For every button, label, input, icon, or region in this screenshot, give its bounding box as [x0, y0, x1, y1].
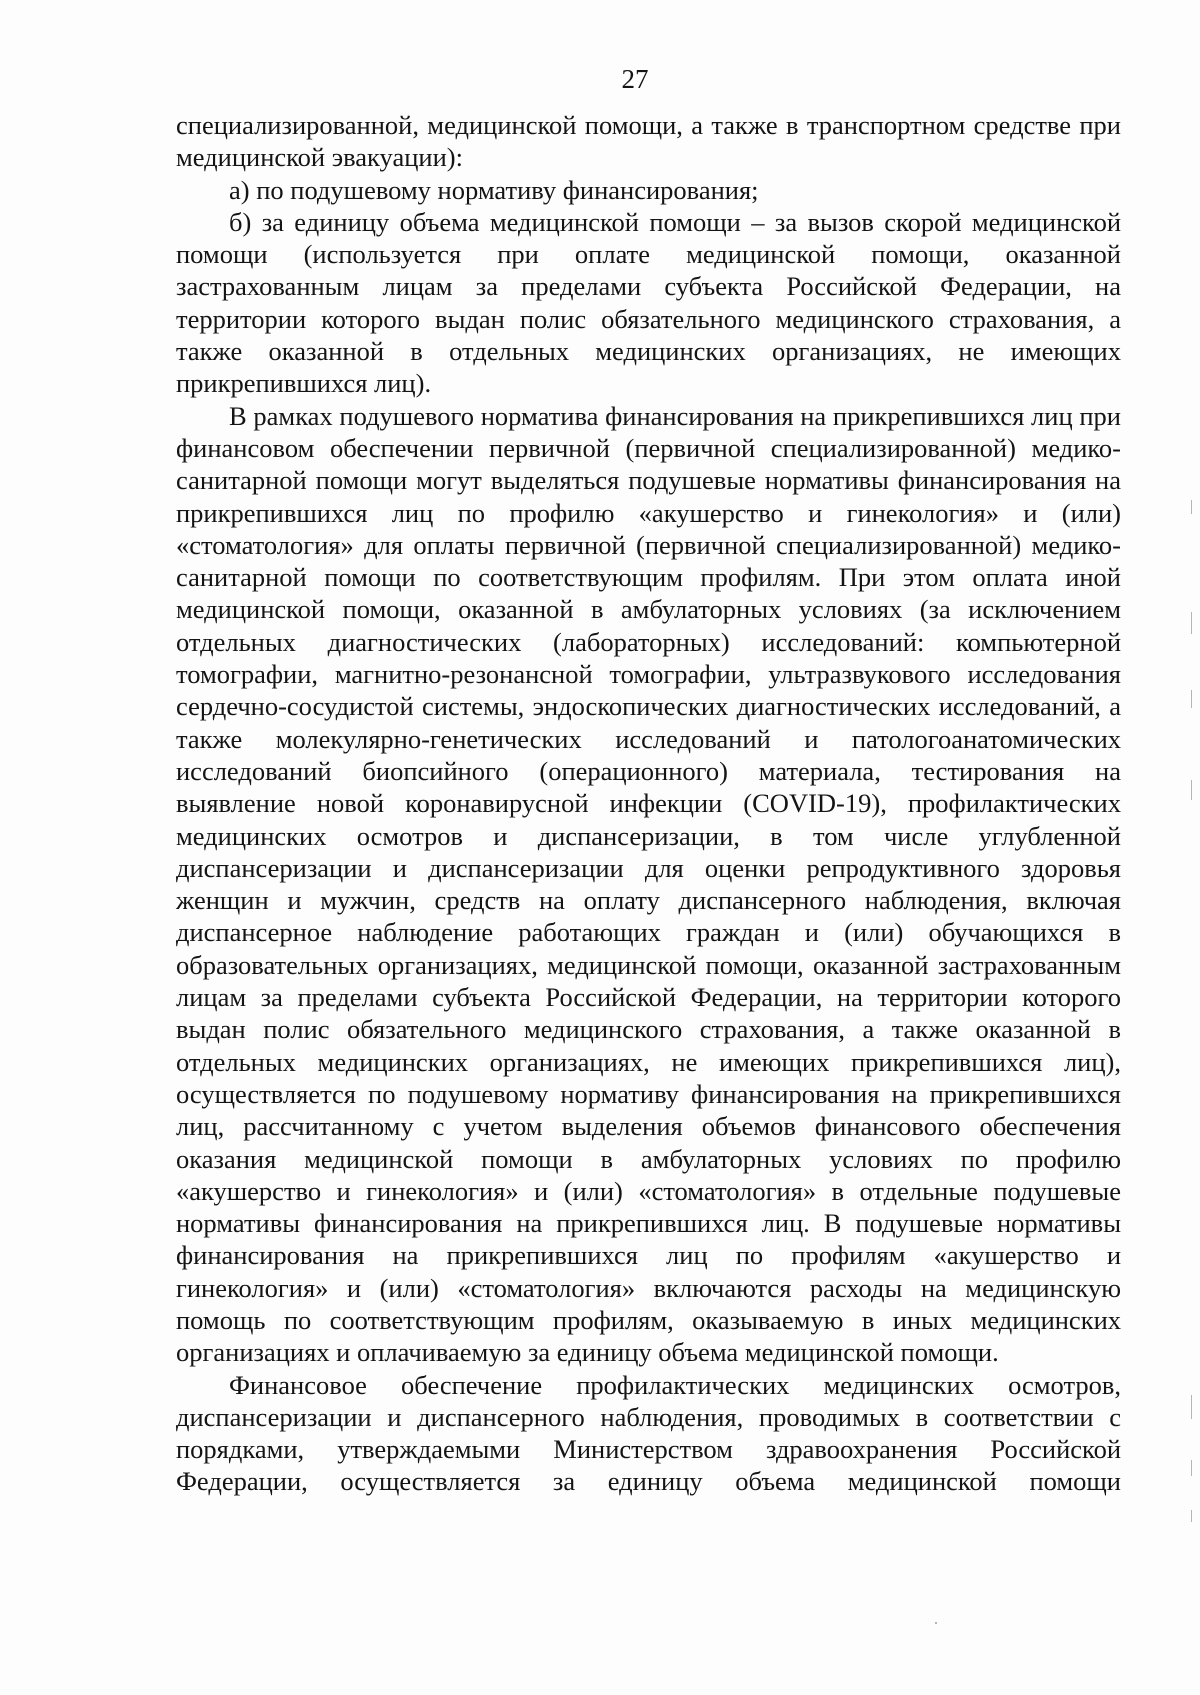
- scan-artifact: [1191, 780, 1192, 800]
- scan-artifact: [1191, 1510, 1192, 1522]
- document-body: [176, 109, 1121, 1498]
- paragraph-preventive-examinations: Финансовое обеспечение профилактических медицинских осмотров, диспансеризации и диспансерного наблюдения, проводимых в соответствии с порядками, утверждаемыми Министерством здравоохранения Российской Федерации, осуществляется за единицу объема медицинской помощи: [176, 1369, 1121, 1497]
- scan-artifact: [1191, 1460, 1192, 1476]
- scan-artifact: [1191, 690, 1192, 708]
- scan-artifact: [1191, 500, 1192, 514]
- paragraph-item-a: а) по подушевому нормативу финансирования;: [229, 174, 759, 205]
- paragraph-continuation: специализированной, медицинской помощи, а также в транспортном средстве при медицинской эвакуации):: [176, 110, 1121, 173]
- scan-artifact: [935, 1622, 937, 1624]
- paragraph-item-b: б) за единицу объема медицинской помощи – за вызов скорой медицинской помощи (используется при оплате медицинской помощи, оказанной застрахованным лицам за пределами субъекта Российской Федерации, на территории которого выдан полис обязательного медицинского страхования, а также оказанной в отдельных медицинских организациях, не имеющих прикрепившихся лиц).: [176, 206, 1121, 399]
- scan-artifact: [1191, 612, 1192, 634]
- paragraph-per-capita-standard: В рамках подушевого норматива финансирования на прикрепившихся лиц при финансовом обеспечении первичной (первичной специализированной) медико-санитарной помощи могут выделяться подушевые нормативы финансирования на прикрепившихся лиц по профилю «акушерство и гинекология» и (или) «стоматология» для оплаты первичной (первичной специализированной) медико-санитарной помощи по соответствующим профилям. При этом оплата иной медицинской помощи, оказанной в амбулаторных условиях (за исключением отдельных диагностических (лабораторных) исследований: компьютерной томографии, магнитно-резонансной томографии, ультразвукового исследования сердечно-сосудистой системы, эндоскопических диагностических исследований, а также молекулярно-генетических исследований и патологоанатомических исследований биопсийного (операционного) материала, тестирования на выявление новой коронавирусной инфекции (COVID-19), профилактических медицинских осмотров и диспансеризации, в том числе углубленной диспансеризации и диспансеризации для оценки репродуктивного здоровья женщин и мужчин, средств на оплату диспансерного наблюдения, включая диспансерное наблюдение работающих граждан и (или) обучающихся в образовательных организациях, медицинской помощи, оказанной застрахованным лицам за пределами субъекта Российской Федерации, на территории которого выдан полис обязательного медицинского страхования, а также оказанной в отдельных медицинских организациях, не имеющих прикрепившихся лиц), осуществляется по подушевому нормативу финансирования на прикрепившихся лиц, рассчитанному с учетом выделения объемов финансового обеспечения оказания медицинской помощи в амбулаторных условиях по профилю «акушерство и гинекология» и (или) «стоматология» в отдельные подушевые нормативы финансирования на прикрепившихся лиц. В подушевые нормативы финансирования на прикрепившихся лиц по профилям «акушерство и гинекология» и (или) «стоматология» включаются расходы на медицинскую помощь по соответствующим профилям, оказываемую в иных медицинских организациях и оплачиваемую за единицу объема медицинской помощи.: [176, 400, 1121, 1368]
- page-number: 27: [621, 64, 649, 94]
- scan-artifact: [1191, 1395, 1192, 1419]
